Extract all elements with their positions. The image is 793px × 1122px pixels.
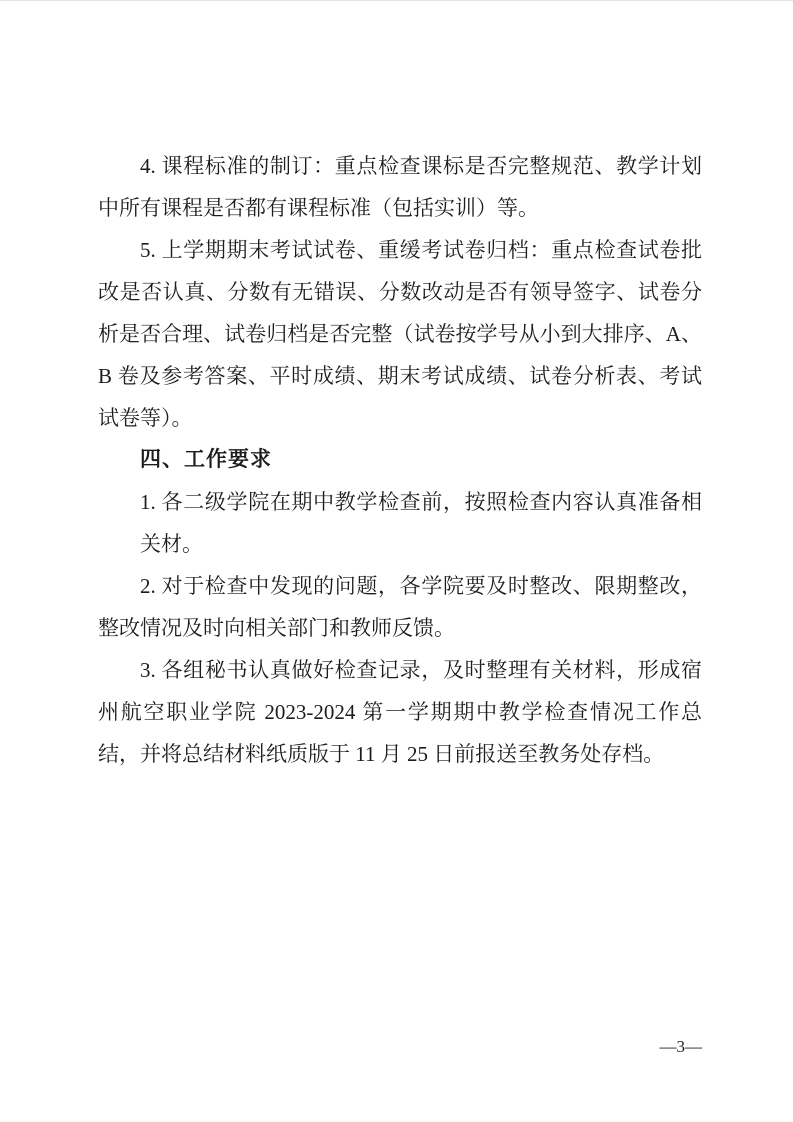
text-line: B 卷及参考答案、平时成绩、期末考试成绩、试卷分析表、考试 — [98, 364, 702, 388]
text-line: 中所有课程是否都有课程标准（包括实训）等。 — [98, 196, 539, 220]
text-line: 4. 课程标准的制订：重点检查课标是否完整规范、教学计划 — [140, 154, 702, 178]
page-number: —3— — [659, 1037, 702, 1056]
text-line: 2. 对于检查中发现的问题，各学院要及时整改、限期整改， — [140, 574, 702, 598]
text-line: 整改情况及时向相关部门和教师反馈。 — [98, 616, 455, 640]
text-line: 试卷等）。 — [98, 406, 193, 430]
text-line: 5. 上学期期末考试试卷、重缓考试卷归档：重点检查试卷批 — [140, 238, 702, 262]
document-body — [98, 145, 702, 775]
text-line: 析是否合理、试卷归档是否完整（试卷按学号从小到大排序、A、 — [98, 322, 702, 346]
text-line: 关材。 — [140, 532, 203, 556]
text-line: 改是否认真、分数有无错误、分数改动是否有领导签字、试卷分 — [98, 280, 702, 304]
text-line: 结，并将总结材料纸质版于 11 月 25 日前报送至教务处存档。 — [98, 742, 665, 766]
text-line: 州航空职业学院 2023-2024 第一学期期中教学检查情况工作总 — [98, 700, 702, 724]
text-line: 1. 各二级学院在期中教学检查前，按照检查内容认真准备相 — [140, 490, 702, 514]
section-heading: 四、工作要求 — [140, 448, 272, 471]
text-line: 3. 各组秘书认真做好检查记录，及时整理有关材料，形成宿 — [140, 658, 702, 682]
